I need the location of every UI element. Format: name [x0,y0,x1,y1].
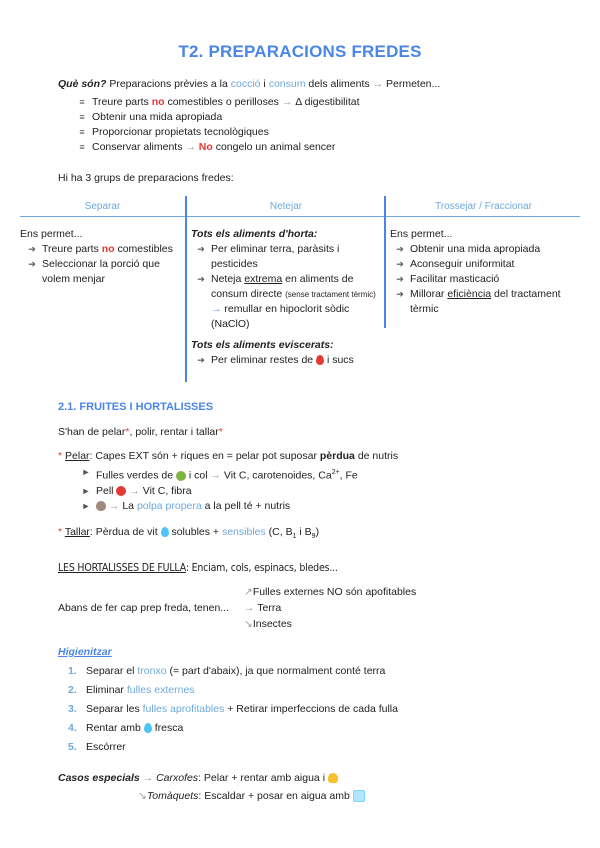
arrow-icon: → [129,484,140,497]
fulla-branch-1: ↗Fulles externes NO són apofitables [244,586,417,598]
water-drop-icon [161,527,169,537]
tomato-icon [116,486,126,496]
casos-line-1: Casos especials → Carxofes: Pelar + rentar amb aigua i [58,772,338,784]
fulla-branch-3: ↘Insectes [244,618,292,630]
col-separar [20,227,182,287]
arrow-bullet-icon: ➔ [396,244,404,254]
col-netejar [191,227,381,368]
higienitzar-steps [68,662,588,757]
arrow-bullet-icon: ➔ [197,355,205,365]
fulla-branch-2: → Terra [244,602,282,614]
list-item: ➔ Obtenir una mida apropiada [394,242,580,257]
separar-lead: Ens permet... [20,228,83,240]
arrow-bullet-icon: ➔ [197,274,205,284]
arrow-icon: → [108,499,120,512]
casos-line-2: ↘Tomàquets: Escaldar + posar en aigua amb [138,790,365,802]
pelar-line: * Pelar: Capes EXT són + riques en = pelar pot suposar pèrdua de nutris [58,450,399,462]
grups-intro: Hi ha 3 grups de preparacions fredes: [58,172,234,184]
coccio-word: cocció [230,78,261,90]
list-item: 4. Rentar amb fresca [68,722,184,734]
list-item: ➔ Aconseguir uniformitat [394,257,580,272]
arrow-bullet-icon: ➔ [396,274,404,284]
col-head-trossejar: Trossejar / Fraccionar [435,201,532,212]
arrow-bullet-icon: ➔ [396,289,404,299]
list-item: ➔ Treure parts no comestibles [26,242,182,257]
list-item: ≡ Proporcionar propietats tecnològiques [76,125,576,140]
fulla-line: LES HORTALISSES DE FULLA: Enciam, cols, espinacs, bledes... [58,562,338,574]
bullet-icon: ≡ [79,142,85,152]
divider [20,216,580,217]
arrow-icon: → [185,141,196,153]
arrow-down-right-icon: ↘ [244,618,253,630]
list-item: ➔ Per eliminar restes de i sucs [195,353,381,368]
arrow-up-right-icon: ↗ [244,586,253,598]
arrow-icon: → [281,96,293,108]
list-item: 2. Eliminar fulles externes [68,684,195,696]
intro-question: Què són? [58,78,107,90]
pelar-list [80,465,580,514]
broccoli-icon [176,471,186,481]
pelar-intro-line: S'han de pelar*, polir, rentar i tallar* [58,426,223,438]
column-divider [384,196,386,328]
bullet-icon: ≡ [79,97,85,107]
list-item: 5. Escórrer [68,741,126,753]
tallar-line: * Tallar: Pèrdua de vit solubles + sensibles (C, $B_1$ i $B_9$) [58,526,320,541]
list-item: ≡ Treure parts no comestibles o perilloses → Δ digestibilitat [76,95,576,110]
list-item: 3. Separar les fulles aprofitables + Retirar imperfeccions de cada fulla [68,703,398,715]
list-item: ➔ Millorar eficiència del tractament tèrmic [394,287,580,317]
bullet-icon: ≡ [79,112,85,122]
section-heading-fruites: 2.1. FRUITES I HORTALISSES [58,401,214,413]
arrow-bullet-icon: ➔ [28,259,36,269]
permeten-list [76,95,576,155]
potato-icon [96,501,106,511]
arrow-icon: → [244,602,255,614]
list-item: ► → La polpa propera a la pell té + nutris [81,499,291,512]
triangle-bullet-icon: ► [81,500,91,511]
page-title: T2. PREPARACIONS FREDES [178,42,422,61]
arrow-bullet-icon: ➔ [396,259,404,269]
blood-drop-icon [316,355,324,365]
list-item: ➔ Seleccionar la porció que volem menjar [26,257,182,287]
tallar-label: Tallar [64,526,90,538]
fulla-left: Abans de fer cap prep freda, tenen... [58,602,230,614]
col-head-separar: Separar [84,201,121,212]
bullet-icon: ≡ [79,127,85,137]
netejar-sub-horta: Tots els aliments d'horta: [191,228,318,240]
netejar-sub-eviscerats: Tots els aliments eviscerats: [191,339,334,351]
arrow-icon: → [139,772,157,784]
fulla-heading: LES HORTALISSES DE FULLA [58,562,186,574]
pelar-label: Pelar [65,450,90,462]
list-item: ≡ Obtenir una mida apropiada [76,110,576,125]
col-head-netejar: Netejar [269,201,303,212]
list-item: ► Pell → Vit C, fibra [81,484,192,497]
trossejar-lead: Ens permet... [390,228,453,240]
ice-cube-icon [353,790,365,802]
lemon-icon [328,773,338,783]
list-item: ➔ Neteja extrema en aliments de consum directe (sense tractament tèrmic) → remullar en hipoclorit sòdic (NaClO) [195,272,381,332]
triangle-bullet-icon: ► [81,467,91,477]
column-divider [185,196,187,382]
arrow-icon: → [210,469,221,482]
casos-heading: Casos especials [58,772,140,784]
list-item: ➔ Facilitar masticació [394,272,580,287]
arrow-down-right-icon: ↘ [138,790,147,802]
list-item: ► Fulles verdes de i col → Vit C, carotenoides, $Ca^{2+}$, Fe [81,467,358,482]
arrow-bullet-icon: ➔ [28,244,36,254]
consum-word: consum [268,78,306,90]
intro-line: Què són? Preparacions prèvies a la cocció i consum dels aliments → Permeten... [58,78,441,90]
triangle-bullet-icon: ► [81,485,91,496]
water-drop-icon [144,723,152,733]
list-item: 1. Separar el tronxo (= part d'abaix), ja que normalment conté terra [68,665,386,677]
arrow-icon: → [211,303,225,315]
col-trossejar [390,227,580,317]
list-item: ➔ Per eliminar terra, paràsits i pesticides [195,242,381,272]
list-item: ≡ Conservar aliments → No congelo un animal sencer [76,140,576,155]
higienitzar-heading: Higienitzar [58,646,112,658]
arrow-icon: → [372,78,384,90]
arrow-bullet-icon: ➔ [197,244,205,254]
